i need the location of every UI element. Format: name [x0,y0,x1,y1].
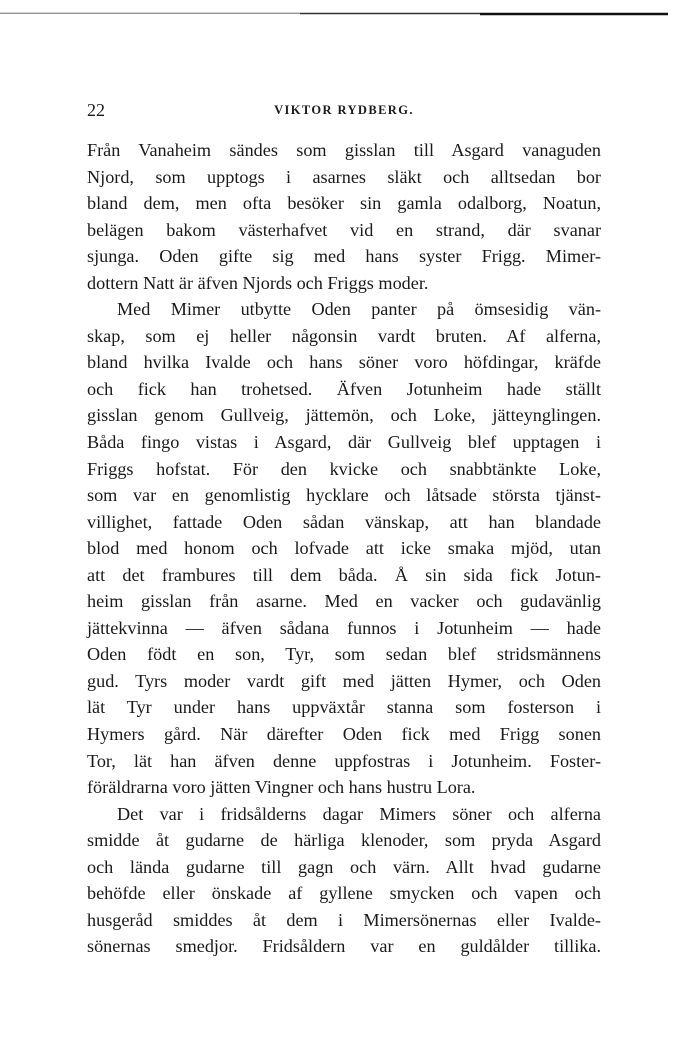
text-line: att det frambures till dem båda. Å sin sida fick Jotun- [87,564,601,585]
text-line: heim gisslan från asarne. Med en vacker och gudavänlig [87,591,601,612]
text-line: föräldrarna voro jätten Vingner och hans hustru Lora. [87,777,476,798]
text-line: jättekvinna — äfven sådana funnos i Jotunheim — hade [87,617,601,638]
text-line: Tor, lät han äfven denne uppfostras i Jotunheim. Foster- [87,750,601,771]
running-head: VIKTOR RYDBERG. [274,103,414,117]
body-text [87,137,601,960]
text-line: bland hvilka Ivalde och hans söner voro höfdingar, kräfde [87,352,601,373]
text-line: Njord, som upptogs i asarnes släkt och alltsedan bor [87,166,601,187]
text-line: Friggs hofstat. För den kvicke och snabbtänkte Loke, [87,458,601,479]
text-line: villighet, fattade Oden sådan vänskap, att han blandade [87,511,601,532]
text-line: bland dem, men ofta besöker sin gamla odalborg, Noatun, [87,193,601,214]
text-line: Hymers gård. När därefter Oden fick med Frigg sonen [87,724,601,745]
text-line: dottern Natt är äfven Njords och Friggs moder. [87,272,429,293]
text-line: Oden födt en son, Tyr, som sedan blef stridsmännens [87,644,601,665]
text-line: lät Tyr under hans uppväxtår stanna som fosterson i [87,697,601,718]
text-line: och lända gudarne till gagn och värn. Allt hvad gudarne [87,856,601,877]
text-line: husgeråd smiddes åt dem i Mimersönernas eller Ivalde- [87,909,601,930]
text-line: blod med honom och lofvade att icke smaka mjöd, utan [87,538,601,559]
text-line: sönernas smedjor. Fridsåldern var en guldålder tillika. [87,936,601,957]
text-line: behöfde eller önskade af gyllene smycken och vapen och [87,883,601,904]
text-line: gud. Tyrs moder vardt gift med jätten Hymer, och Oden [87,670,601,691]
text-line: belägen bakom västerhafvet vid en strand, där svanar [87,219,601,240]
text-line: skap, som ej heller någonsin vardt bruten. Af alferna, [87,325,601,346]
text-line: som var en genomlistig hycklare och låtsade största tjänst- [87,485,601,506]
page-number: 22 [87,100,105,120]
page-header [87,100,601,122]
text-line: gisslan genom Gullveig, jättemön, och Loke, jätteynglingen. [87,405,601,426]
text-line: Med Mimer utbytte Oden panter på ömsesidig vän- [117,299,601,320]
text-line: Från Vanaheim sändes som gisslan till Asgard vanaguden [87,140,601,160]
text-line: och fick han trohetsed. Äfven Jotunheim hade ställt [87,378,601,399]
top-rule [0,12,668,16]
text-line: sjunga. Oden gifte sig med hans syster Frigg. Mimer- [87,246,601,267]
text-line: Det var i fridsålderns dagar Mimers söner och alferna [117,803,601,824]
text-line: Båda fingo vistas i Asgard, där Gullveig blef upptagen i [87,432,601,453]
text-line: smidde åt gudarne de härliga klenoder, som pryda Asgard [87,830,601,851]
